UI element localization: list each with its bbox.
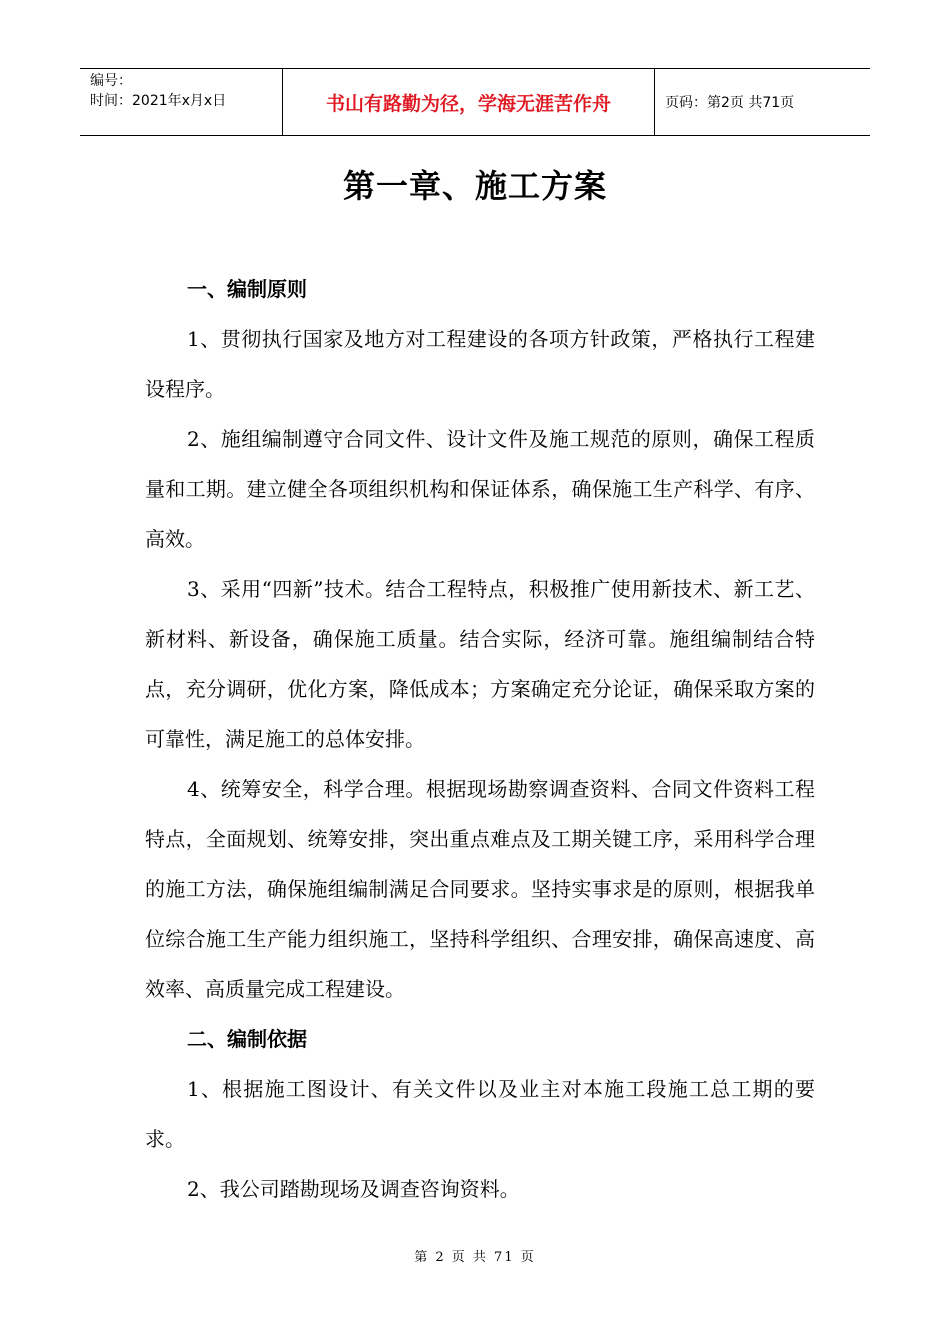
- header-motto: 书山有路勤为径，学海无涯苦作舟: [282, 69, 655, 135]
- paragraph: 2、施组编制遵守合同文件、设计文件及施工规范的原则，确保工程质量和工期。建立健全各项组织机构和保证体系，确保施工生产科学、有序、高效。: [145, 427, 815, 551]
- paragraph: 1、根据施工图设计、有关文件以及业主对本施工段施工总工期的要求。: [145, 1077, 815, 1151]
- section-heading: 二、编制依据: [187, 1027, 307, 1051]
- document-time-label: 时间：2021年x月x日: [90, 93, 227, 109]
- section-heading: 一、编制原则: [187, 277, 307, 301]
- header-page-info: 页码：第2页 共71页: [665, 95, 795, 111]
- paragraph: 3、采用“四新”技术。结合工程特点，积极推广使用新技术、新工艺、新材料、新设备，确保施工质量。结合实际，经济可靠。施组编制结合特点，充分调研，优化方案，降低成本；方案确定充分论证，确保采取方案的可靠性，满足施工的总体安排。: [145, 577, 815, 751]
- paragraph: 1、贯彻执行国家及地方对工程建设的各项方针政策，严格执行工程建设程序。: [145, 327, 815, 401]
- page-footer: 第 2 页 共 71 页: [414, 1250, 536, 1265]
- section-principles: [145, 264, 815, 1014]
- paragraph: 2、我公司踏勘现场及调查咨询资料。: [187, 1177, 520, 1201]
- header-meta: [80, 69, 282, 135]
- section-basis: [145, 1014, 815, 1214]
- chapter-title: 第一章、施工方案: [342, 167, 607, 205]
- document-number-label: 编号：: [90, 73, 132, 89]
- paragraph: 4、统筹安全，科学合理。根据现场勘察调查资料、合同文件资料工程特点，全面规划、统筹安排，突出重点难点及工期关键工序，采用科学合理的施工方法，确保施组编制满足合同要求。坚持实事求是的原则，根据我单位综合施工生产能力组织施工，坚持科学组织、合理安排，确保高速度、高效率、高质量完成工程建设。: [145, 777, 815, 1001]
- page-header: [80, 68, 870, 136]
- document-body: [145, 264, 815, 1214]
